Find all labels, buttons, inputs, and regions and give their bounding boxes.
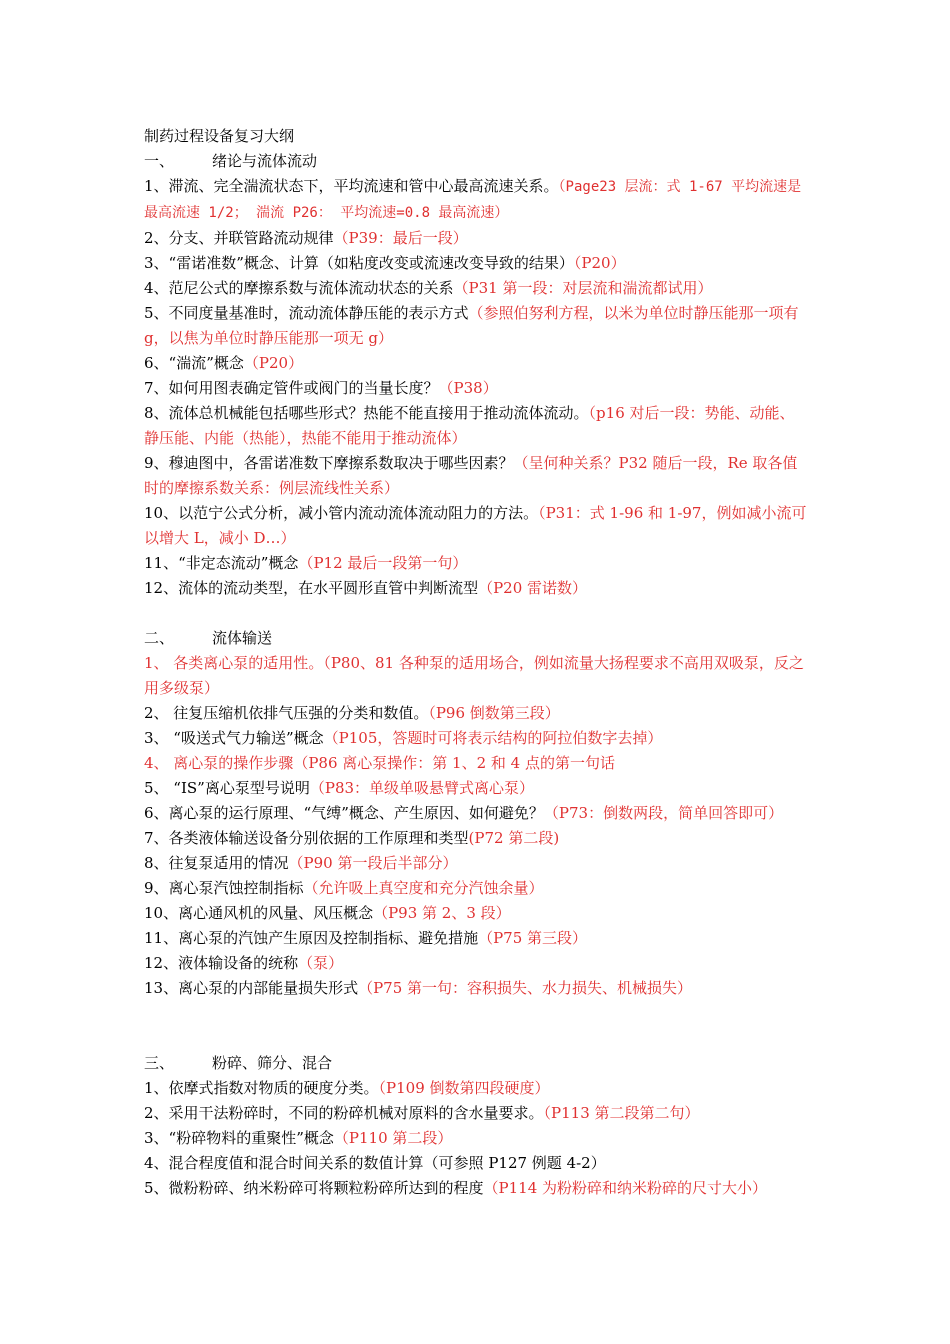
item-note: （Page23 层流：式 1-67 平均流速是最高流速 1/2； 湍流 P26： 平均流速=0.8 最高流速） bbox=[144, 179, 802, 221]
list-item bbox=[144, 701, 808, 726]
item-note: （P31 第一段：对层流和湍流都试用） bbox=[453, 279, 713, 297]
list-item bbox=[144, 1176, 808, 1201]
item-note: （p16 对后一段：势能、动能、静压能、内能（热能），热能不能用于推动流体） bbox=[144, 404, 795, 447]
item-text: 2、 往复压缩机依排气压强的分类和数值。 bbox=[144, 704, 429, 722]
item-text: 10、以范宁公式分析，减小管内流动流体流动阻力的方法。 bbox=[144, 504, 539, 522]
item-note: （参照伯努利方程，以米为单位时静压能那一项有 g，以焦为单位时静压能那一项无 g） bbox=[144, 304, 799, 347]
list-item bbox=[144, 501, 808, 551]
item-note: （P86 离心泵操作：第 1、2 和 4 点的第一句话 bbox=[293, 754, 615, 772]
item-text: 2、分支、并联管路流动规律 bbox=[144, 229, 334, 247]
item-note: （P110 第二段） bbox=[333, 1129, 453, 1147]
item-note: （P83：单级单吸悬臂式离心泵） bbox=[309, 779, 535, 797]
item-text: 5、不同度量基准时，流动流体静压能的表示方式 bbox=[144, 304, 469, 322]
item-note: （P39：最后一段） bbox=[333, 229, 468, 247]
item-note: （P12 最后一段第一句） bbox=[298, 554, 468, 572]
item-text: 4、 离心泵的操作步骤 bbox=[144, 754, 294, 772]
section-heading bbox=[144, 626, 808, 651]
item-text: 8、流体总机械能包括哪些形式？热能不能直接用于推动流体流动。 bbox=[144, 404, 589, 422]
list-item bbox=[144, 926, 808, 951]
list-item bbox=[144, 576, 808, 601]
section-heading-text: 绪论与流体流动 bbox=[212, 152, 318, 170]
item-note: （P105，答题时可将表示结构的阿拉伯数字去掉） bbox=[323, 729, 663, 747]
spacer bbox=[144, 1001, 808, 1051]
list-item bbox=[144, 801, 808, 826]
item-note: （泵） bbox=[298, 954, 344, 972]
list-item bbox=[144, 551, 808, 576]
list-item bbox=[144, 851, 808, 876]
list-item bbox=[144, 651, 808, 701]
list-item bbox=[144, 276, 808, 301]
list-item bbox=[144, 376, 808, 401]
list-item bbox=[144, 301, 808, 351]
section-number: 三、 bbox=[144, 1054, 175, 1072]
list-item bbox=[144, 251, 808, 276]
item-note: （P31：式 1-96 和 1-97，例如减小流可以增大 L，减小 D…） bbox=[144, 504, 807, 547]
item-text: 3、“雷诺准数”概念、计算（如粘度改变或流速改变导致的结果） bbox=[144, 254, 574, 272]
item-note: （P96 倒数第三段） bbox=[428, 704, 560, 722]
item-text: 4、范尼公式的摩擦系数与流体流动状态的关系 bbox=[144, 279, 454, 297]
item-text: 5、微粉粉碎、纳米粉碎可将颗粒粉碎所达到的程度 bbox=[144, 1179, 484, 1197]
item-text: 3、 “吸送式气力输送”概念 bbox=[144, 729, 324, 747]
item-text: 1、滞流、完全湍流状态下，平均流速和管中心最高流速关系。 bbox=[144, 177, 559, 195]
item-text: 10、离心通风机的风量、风压概念 bbox=[144, 904, 374, 922]
list-item bbox=[144, 1151, 808, 1176]
item-note: （允许吸上真空度和充分汽蚀余量） bbox=[303, 879, 544, 897]
document-page bbox=[144, 124, 808, 1201]
item-text: 13、离心泵的内部能量损失形式 bbox=[144, 979, 359, 997]
spacer bbox=[144, 601, 808, 626]
item-text: 12、流体的流动类型，在水平圆形直管中判断流型 bbox=[144, 579, 479, 597]
item-text: 1、依摩式指数对物质的硬度分类。 bbox=[144, 1079, 379, 1097]
item-text: 4、混合程度值和混合时间关系的数值计算（可参照 P127 例题 4-2） bbox=[144, 1154, 606, 1172]
item-text: 5、 “IS”离心泵型号说明 bbox=[144, 779, 310, 797]
item-text: 3、“粉碎物料的重聚性”概念 bbox=[144, 1129, 334, 1147]
section-heading bbox=[144, 1051, 808, 1076]
item-note: （P20） bbox=[573, 254, 626, 272]
list-item bbox=[144, 951, 808, 976]
list-item bbox=[144, 901, 808, 926]
item-note: （P80、81 各种泵的适用场合，例如流量大扬程要求不高用双吸泵，反之用多级泵） bbox=[144, 654, 804, 697]
item-note: （P20 雷诺数） bbox=[478, 579, 588, 597]
list-item bbox=[144, 351, 808, 376]
item-note: （P90 第一段后半部分） bbox=[288, 854, 458, 872]
item-note: （P75 第一句：容积损失、水力损失、机械损失） bbox=[358, 979, 693, 997]
list-item bbox=[144, 826, 808, 851]
item-text: 7、如何用图表确定管件或阀门的当量长度？ bbox=[144, 379, 439, 397]
item-text: 6、“湍流”概念 bbox=[144, 354, 244, 372]
list-item bbox=[144, 876, 808, 901]
item-text: 6、离心泵的运行原理、“气缚”概念、产生原因、如何避免？ bbox=[144, 804, 544, 822]
list-item bbox=[144, 976, 808, 1001]
item-text: 8、往复泵适用的情况 bbox=[144, 854, 289, 872]
item-text: 2、采用干法粉碎时，不同的粉碎机械对原料的含水量要求。 bbox=[144, 1104, 544, 1122]
list-item bbox=[144, 751, 808, 776]
item-note: （P73：倒数两段，简单回答即可） bbox=[543, 804, 784, 822]
item-note: （呈何种关系？P32 随后一段，Re 取各值时的摩擦系数关系：例层流线性关系） bbox=[144, 454, 798, 497]
item-text: 11、“非定态流动”概念 bbox=[144, 554, 299, 572]
item-note: （P113 第二段第二句） bbox=[543, 1104, 700, 1122]
list-item bbox=[144, 1101, 808, 1126]
document-title: 制药过程设备复习大纲 bbox=[144, 127, 295, 145]
item-text: 11、离心泵的汽蚀产生原因及控制指标、避免措施 bbox=[144, 929, 479, 947]
list-item bbox=[144, 226, 808, 251]
item-text: 9、离心泵汽蚀控制指标 bbox=[144, 879, 304, 897]
item-note: （P114 为粉粉碎和纳米粉碎的尺寸大小） bbox=[483, 1179, 768, 1197]
list-item bbox=[144, 776, 808, 801]
section-heading bbox=[144, 149, 808, 174]
item-text: 7、各类液体输送设备分别依据的工作原理和类型 bbox=[144, 829, 469, 847]
item-note: (P72 第二段) bbox=[468, 829, 560, 847]
section-number: 一、 bbox=[144, 152, 175, 170]
list-item bbox=[144, 451, 808, 501]
list-item bbox=[144, 726, 808, 751]
list-item bbox=[144, 1126, 808, 1151]
list-item bbox=[144, 174, 808, 226]
section-heading-text: 流体输送 bbox=[212, 629, 273, 647]
item-text: 9、穆迪图中，各雷诺准数下摩擦系数取决于哪些因素？ bbox=[144, 454, 514, 472]
item-note: （P75 第三段） bbox=[478, 929, 588, 947]
section-heading-text: 粉碎、筛分、混合 bbox=[212, 1054, 333, 1072]
item-note: （P20） bbox=[243, 354, 304, 372]
item-text: 12、液体输设备的统称 bbox=[144, 954, 299, 972]
item-note: （P38） bbox=[438, 379, 498, 397]
item-note: （P109 倒数第四段硬度） bbox=[378, 1079, 550, 1097]
item-text: 1、 各类离心泵的适用性。 bbox=[144, 654, 324, 672]
list-item bbox=[144, 401, 808, 451]
list-item bbox=[144, 1076, 808, 1101]
section-number: 二、 bbox=[144, 629, 175, 647]
item-note: （P93 第 2、3 段） bbox=[373, 904, 511, 922]
